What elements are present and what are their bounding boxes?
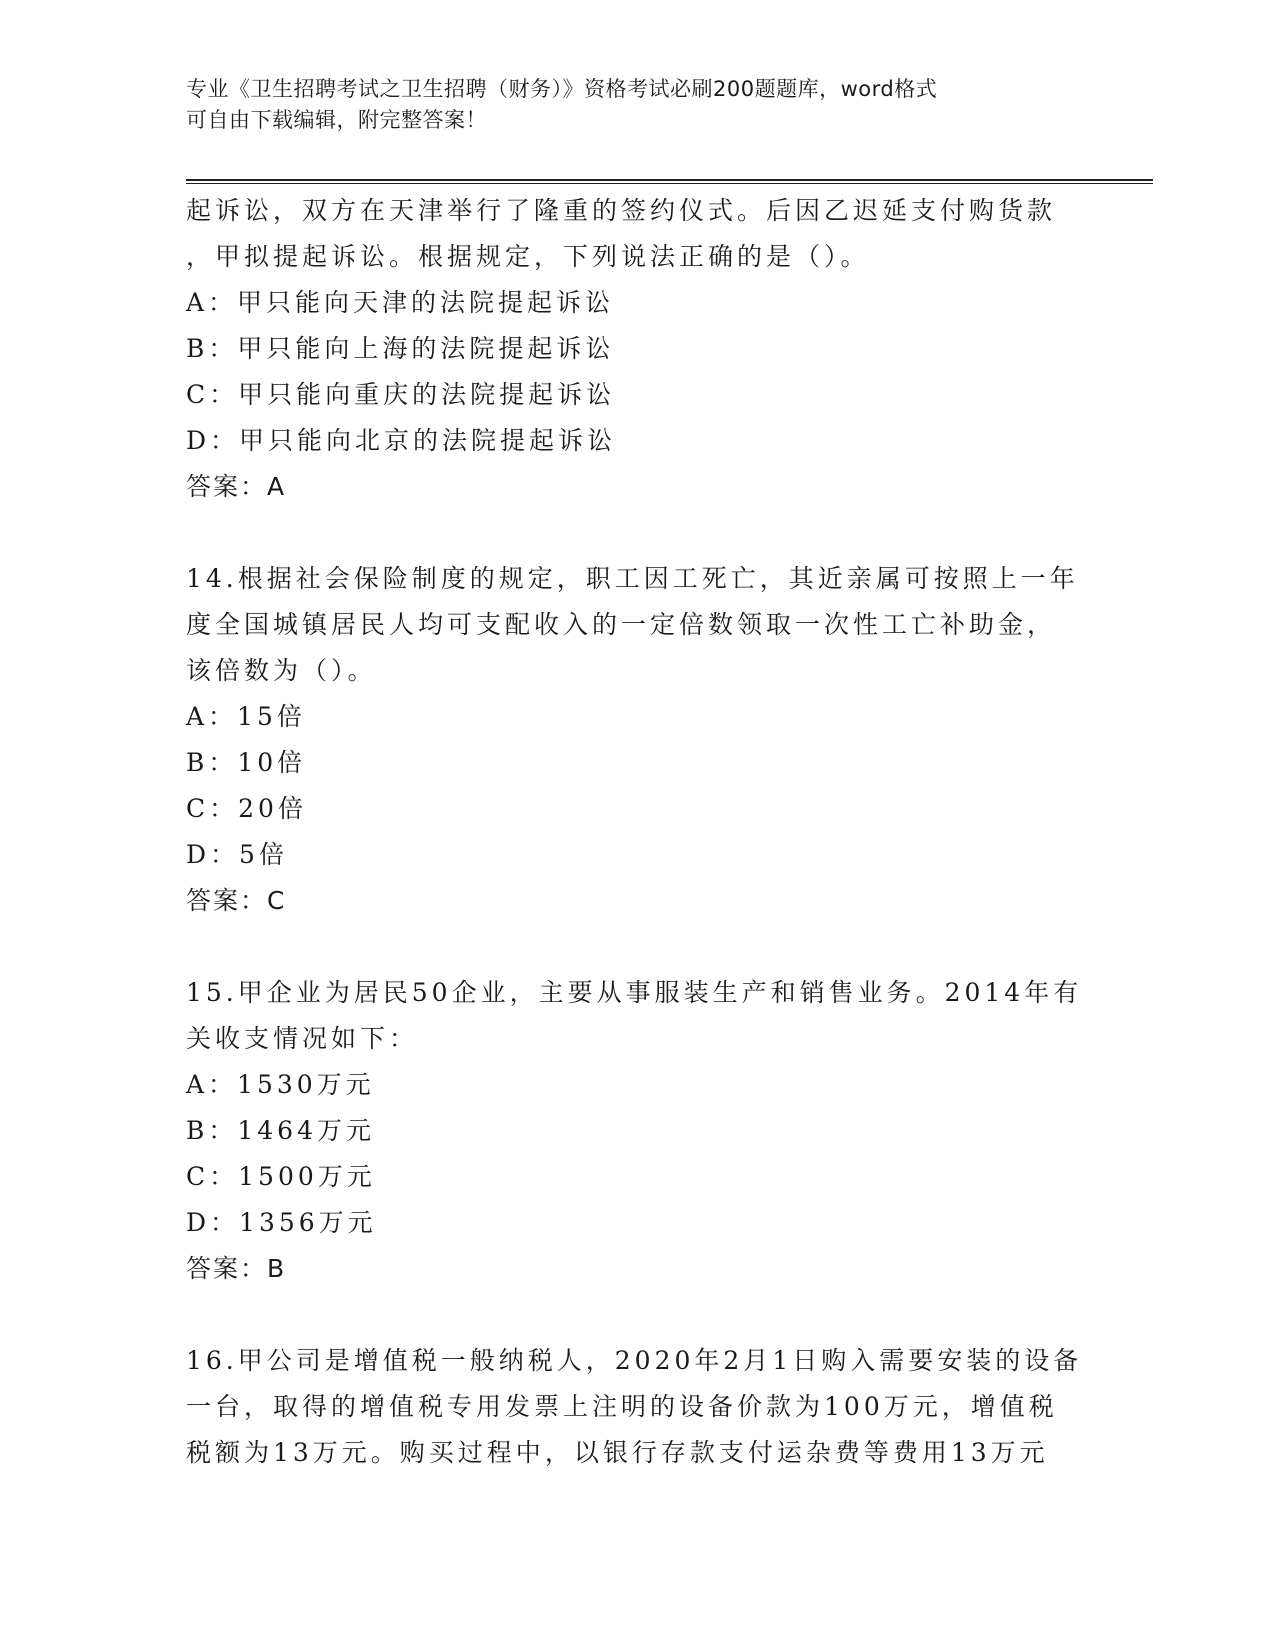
header-line-1: 专业《卫生招聘考试之卫生招聘（财务）》资格考试必刷200题题库，word格式 <box>186 77 938 101</box>
question-15 <box>186 970 1086 1292</box>
question-text-line: 15.甲企业为居民50企业，主要从事服装生产和销售业务。2014年有 <box>186 978 1083 1007</box>
document-header <box>186 74 1066 136</box>
question-13 <box>186 188 1086 510</box>
question-text-line: 一台，取得的增值税专用发票上注明的设备价款为100万元，增值税 <box>186 1392 1058 1421</box>
option-a: A：1530万元 <box>186 1070 375 1099</box>
question-text-line: 起诉讼，双方在天津举行了隆重的签约仪式。后因乙迟延支付购货款 <box>186 196 1057 225</box>
header-rule-thick <box>186 179 1153 181</box>
spacer <box>186 924 1086 970</box>
question-text-line: 14.根据社会保险制度的规定，职工因工死亡，其近亲属可按照上一年 <box>186 564 1079 593</box>
document-body <box>186 188 1086 1476</box>
spacer <box>186 1292 1086 1338</box>
option-c: C：20倍 <box>186 794 307 823</box>
question-text-line: 度全国城镇居民人均可支配收入的一定倍数领取一次性工亡补助金， <box>186 610 1057 639</box>
option-c: C：甲只能向重庆的法院提起诉讼 <box>186 380 616 409</box>
option-c: C：1500万元 <box>186 1162 376 1191</box>
answer: 答案：B <box>186 1254 287 1283</box>
option-a: A：15倍 <box>186 702 306 731</box>
option-d: D：甲只能向北京的法院提起诉讼 <box>186 426 617 455</box>
question-text-line: ，甲拟提起诉讼。根据规定，下列说法正确的是（）。 <box>186 242 870 271</box>
option-b: B：1464万元 <box>186 1116 375 1145</box>
question-text-line: 该倍数为（）。 <box>186 656 377 685</box>
option-b: B：甲只能向上海的法院提起诉讼 <box>186 334 615 363</box>
question-text-line: 税额为13万元。购买过程中，以银行存款支付运杂费等费用13万元 <box>186 1438 1049 1467</box>
option-d: D：1356万元 <box>186 1208 377 1237</box>
option-d: D：5倍 <box>186 840 288 869</box>
question-16 <box>186 1338 1086 1476</box>
question-text-line: 16.甲公司是增值税一般纳税人，2020年2月1日购入需要安装的设备 <box>186 1346 1083 1375</box>
option-b: B：10倍 <box>186 748 307 777</box>
answer: 答案：A <box>186 472 287 501</box>
question-14 <box>186 556 1086 924</box>
answer: 答案：C <box>186 886 287 915</box>
question-text-line: 关收支情况如下： <box>186 1024 419 1053</box>
option-a: A：甲只能向天津的法院提起诉讼 <box>186 288 615 317</box>
header-rule-thin <box>186 183 1153 184</box>
header-line-2: 可自由下载编辑，附完整答案！ <box>186 108 487 132</box>
spacer <box>186 510 1086 556</box>
